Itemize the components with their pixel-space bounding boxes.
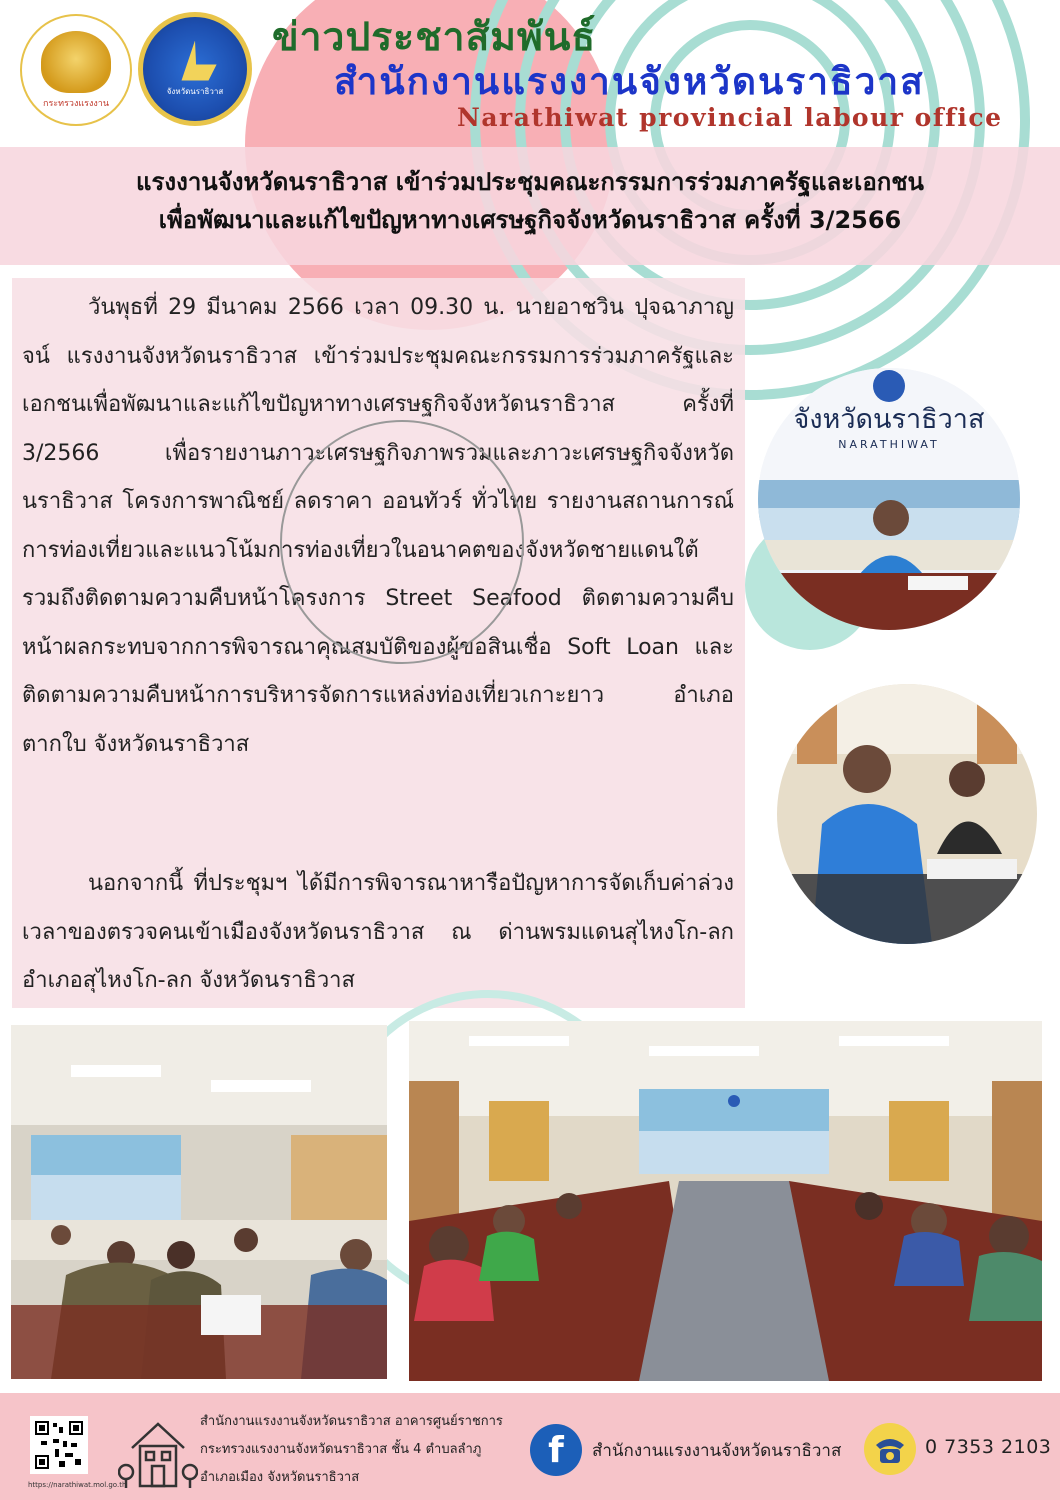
facebook-icon[interactable]: f <box>530 1424 582 1476</box>
address-line-3: อำเภอเมือง จังหวัดนราธิวาส <box>200 1470 360 1485</box>
headline-band <box>0 147 1060 265</box>
header-office-english: Narathiwat provincial labour office <box>457 103 1003 132</box>
header-title: ข่าวประชาสัมพันธ์ <box>272 15 597 60</box>
headline-line-2: เพื่อพัฒนาและแก้ไขปัญหาทางเศรษฐกิจจังหวัดนราธิวาส ครั้งที่ 3/2566 <box>158 206 902 234</box>
header-office-thai: สำนักงานแรงงานจังหวัดนราธิวาส <box>334 60 925 103</box>
banner-english-text: NARATHIWAT <box>838 438 940 451</box>
article-paragraph-2: นอกจากนี้ ที่ประชุมฯ ได้มีการพิจารณาหารือปัญหาการจัดเก็บค่าล่วงเวลาของตรวจคนเข้าเมืองจังหวัดนราธิวาส ณ ด่านพรมแดนสุไหงโก-ลก อำเภอสุไหงโก-ลก จังหวัดนราธิวาส <box>22 871 734 993</box>
facebook-page-name[interactable]: สำนักงานแรงงานจังหวัดนราธิวาส <box>592 1441 842 1461</box>
photo-meeting-room-left <box>11 1025 387 1379</box>
decorative-gray-ring <box>280 420 524 664</box>
phone-number[interactable]: 0 7353 2103 <box>925 1436 1052 1458</box>
address-line-2: กระทรวงแรงงานจังหวัดนราธิวาส ชั้น 4 ตำบลลำภู <box>200 1442 482 1457</box>
ministry-of-labour-logo <box>20 14 132 126</box>
qr-url-text: https://narathiwat.mol.go.th <box>28 1481 127 1489</box>
address-line-1: สำนักงานแรงงานจังหวัดนราธิวาส อาคารศูนย์ราชการ <box>200 1414 503 1429</box>
narathiwat-province-seal <box>138 12 252 126</box>
telephone-icon <box>864 1423 916 1475</box>
photo-meeting-room-wide <box>409 1021 1042 1381</box>
article-paragraph-1: วันพุธที่ 29 มีนาคม 2566 เวลา 09.30 น. นายอาชวิน ปุจฉาภาญจน์ แรงงานจังหวัดนราธิวาส เข้าร่วมประชุมคณะกรรมการร่วมภาครัฐและเอกชนเพื่อพัฒนาและแก้ไขปัญหาทางเศรษฐกิจจังหวัดนราธิวาส ครั้งที่ 3/2566 เพื่อรายงานภาวะเศรษฐกิจภาพรวมและภาวะเศรษฐกิจจังหวัดนราธิวาส โครงการพาณิชย์ ลดราคา ออนทัวร์ ทั่วไทย รายงานสถานการณ์การท่องเที่ยวและแนวโน้มการท่องเที่ยวในอนาคตของจังหวัดชายแดนใต้ รวมถึงติดตามความคืบหน้าโครงการ Street Seafood ติดตามความคืบหน้าผลกระทบจากการพิจารณาคุณสมบัติของผู้ขอสินเชื่อ Soft Loan และติดตามความคืบหน้าการบริหารจัดการแหล่งท่องเที่ยวเกาะยาว อำเภอตากใบ จังหวัดนราธิวาส <box>22 295 734 757</box>
qr-code-icon[interactable] <box>30 1416 88 1474</box>
logo2-caption: จังหวัดนราธิวาส <box>166 86 224 96</box>
headline-line-1: แรงงานจังหวัดนราธิวาส เข้าร่วมประชุมคณะกรรมการร่วมภาครัฐและเอกชน <box>136 168 924 196</box>
banner-thai-text: จังหวัดนราธิวาส <box>793 404 985 435</box>
photo-man-in-blue-shirt <box>777 684 1037 944</box>
logo1-caption: กระทรวงแรงงาน <box>43 98 109 109</box>
office-address <box>200 1408 503 1492</box>
office-building-icon <box>118 1410 198 1490</box>
photo-official-at-desk <box>758 368 1020 630</box>
